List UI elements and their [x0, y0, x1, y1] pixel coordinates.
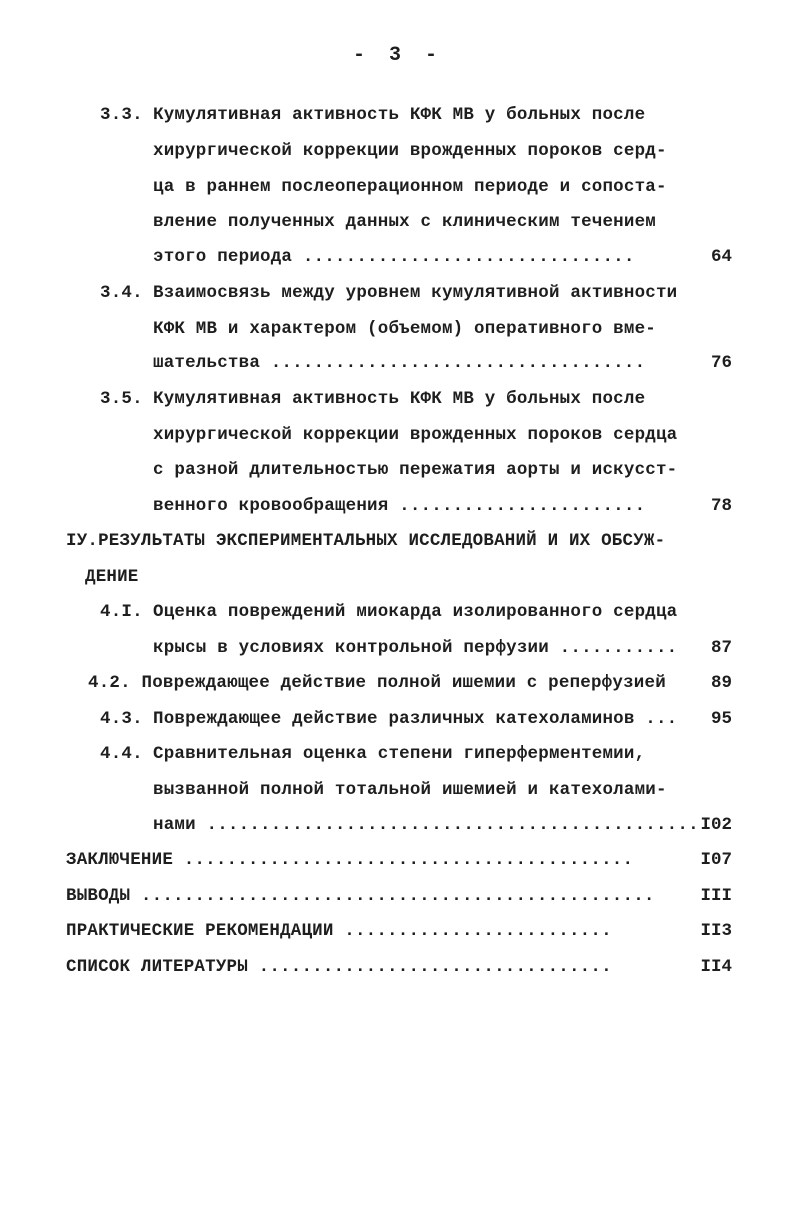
toc-text-line: вызванной полной тотальной ишемией и катехолами-: [153, 780, 667, 800]
toc-page-number: 78: [710, 496, 732, 516]
toc-page-number: I02: [700, 815, 732, 835]
toc-num-3-4: 3.4.: [100, 283, 143, 303]
toc-text-line: крысы в условиях контрольной перфузии ...........: [153, 638, 678, 658]
toc-num-3-3: 3.3.: [100, 105, 143, 125]
toc-text-line: Кумулятивная активность КФК МВ у больных после: [153, 389, 646, 409]
toc-text-line: Оценка повреждений миокарда изолированного сердца: [153, 602, 678, 622]
toc-text-line: вление полученных данных с клиническим течением: [153, 212, 656, 232]
toc-text-line: Кумулятивная активность КФК МВ у больных после: [153, 105, 646, 125]
toc-page-number: 95: [710, 709, 732, 729]
toc-text-line: Повреждающее действие различных катехоламинов ...: [153, 709, 678, 729]
toc-chapter-heading: IУ.РЕЗУЛЬТАТЫ ЭКСПЕРИМЕНТАЛЬНЫХ ИССЛЕДОВАНИЙ И ИХ ОБСУЖ-: [66, 531, 666, 551]
toc-entry-recommendations: ПРАКТИЧЕСКИЕ РЕКОМЕНДАЦИИ .........................: [66, 921, 612, 941]
toc-text-line: венного кровообращения .......................: [153, 496, 646, 516]
toc-text-line: хирургической коррекции врожденных пороков серд-: [153, 141, 667, 161]
toc-text-line: этого периода ...............................: [153, 247, 635, 267]
toc-num-4-4: 4.4.: [100, 744, 143, 764]
page-number: - 3 -: [352, 44, 443, 67]
toc-text-line: ца в раннем послеоперационном периоде и сопоста-: [153, 177, 667, 197]
toc-page-number: III: [700, 886, 732, 906]
toc-entry-conclusion: ЗАКЛЮЧЕНИЕ ..........................................: [66, 850, 634, 870]
toc-page-number: 64: [710, 247, 732, 267]
toc-num-4-3: 4.3.: [100, 709, 143, 729]
toc-text-line: Взаимосвязь между уровнем кумулятивной активности: [153, 283, 678, 303]
toc-text-line: нами ..............................................: [153, 815, 699, 835]
toc-text-line: КФК МВ и характером (объемом) оперативного вме-: [153, 319, 656, 339]
toc-page-number: 89: [710, 673, 732, 693]
toc-page-number: II4: [700, 957, 732, 977]
toc-text-line: хирургической коррекции врожденных пороков сердца: [153, 425, 678, 445]
toc-text-line: Сравнительная оценка степени гиперферментемии,: [153, 744, 646, 764]
toc-page-number: I07: [700, 850, 732, 870]
toc-page-number: 87: [710, 638, 732, 658]
toc-num-4-1: 4.I.: [100, 602, 143, 622]
toc-page-number: 76: [710, 353, 732, 373]
toc-num-3-5: 3.5.: [100, 389, 143, 409]
toc-entry-4-2: 4.2. Повреждающее действие полной ишемии с реперфузией: [88, 673, 666, 693]
toc-entry-findings: ВЫВОДЫ ................................................: [66, 886, 655, 906]
toc-text-line: с разной длительностью пережатия аорты и искусст-: [153, 460, 678, 480]
toc-chapter-heading-cont: ДЕНИЕ: [85, 567, 139, 587]
toc-text-line: шательства ...................................: [153, 353, 646, 373]
toc-entry-references: СПИСОК ЛИТЕРАТУРЫ .................................: [66, 957, 612, 977]
toc-page-number: II3: [700, 921, 732, 941]
